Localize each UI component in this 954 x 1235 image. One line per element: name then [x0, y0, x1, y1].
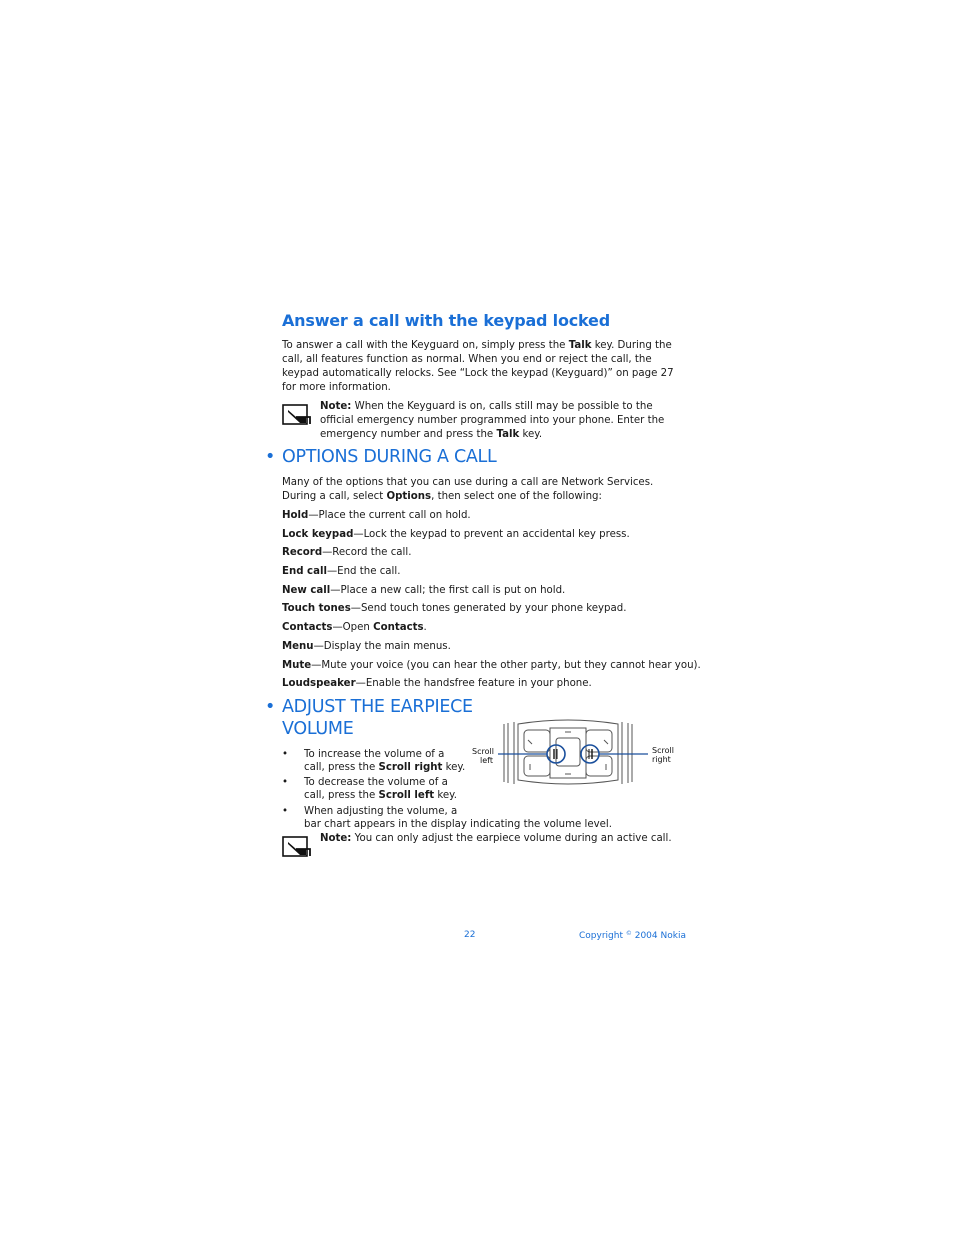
volume-section-heading: • ADJUST THE EARPIECE VOLUME	[265, 697, 473, 739]
page-number: 22	[464, 930, 476, 940]
note-icon	[282, 836, 312, 858]
volume-section-title-line2: VOLUME	[282, 719, 354, 739]
scroll-keys-figure	[468, 718, 682, 788]
options-section-title: OPTIONS DURING A CALL	[282, 447, 497, 467]
note-icon	[282, 404, 312, 426]
option-item: Lock keypad—Lock the keypad to prevent an accidental key press.	[282, 529, 630, 540]
option-item: Record—Record the call.	[282, 547, 412, 558]
option-item: Menu—Display the main menus.	[282, 641, 451, 652]
option-item: End call—End the call.	[282, 566, 401, 577]
talk-key: Talk	[568, 340, 592, 351]
label-scroll-left-2: left	[480, 756, 493, 765]
note-keyguard: Note: When the Keyguard is on, calls still may be possible to the official emergency number programmed into your phone. Enter the emergency number and press the Talk key.	[320, 401, 665, 440]
list-item: • To decrease the volume of a call, press the Scroll left key.	[282, 776, 682, 802]
note-label: Note:	[320, 833, 352, 844]
label-scroll-right-2: right	[652, 755, 671, 764]
note-label: Note:	[320, 401, 352, 412]
subsection-title: Answer a call with the keypad locked	[282, 311, 610, 330]
label-scroll-left-1: Scroll	[472, 747, 494, 756]
copyright: Copyright © 2004 Nokia	[579, 930, 686, 941]
option-item: Hold—Place the current call on hold.	[282, 510, 471, 521]
list-item: • To increase the volume of a call, press the Scroll right key.	[282, 748, 682, 774]
volume-section-title-line1: ADJUST THE EARPIECE	[282, 697, 473, 717]
options-section-heading: • OPTIONS DURING A CALL	[265, 447, 497, 467]
options-intro: Many of the options that you can use during a call are Network Services. During a call, select Options, then select one of the following:	[282, 477, 654, 502]
label-scroll-right-1: Scroll	[652, 746, 674, 755]
option-item: Touch tones—Send touch tones generated by your phone keypad.	[282, 603, 627, 614]
subsection-paragraph: To answer a call with the Keyguard on, simply press the Talk key. During the call, all features function as normal. When you end or reject the call, the keypad automatically relocks. See “Lock the keypad (Keyguard)” on page 27 for more information.	[282, 340, 674, 393]
option-item: New call—Place a new call; the first call is put on hold.	[282, 585, 566, 596]
option-item: Contacts—Open Contacts.	[282, 622, 427, 633]
option-item: Loudspeaker—Enable the handsfree feature in your phone.	[282, 678, 592, 689]
list-item: • When adjusting the volume, a bar chart appears in the display indicating the volume level.	[282, 805, 682, 831]
option-item: Mute—Mute your voice (you can hear the other party, but they cannot hear you).	[282, 660, 701, 671]
note-earpiece: Note: You can only adjust the earpiece volume during an active call.	[320, 833, 672, 844]
